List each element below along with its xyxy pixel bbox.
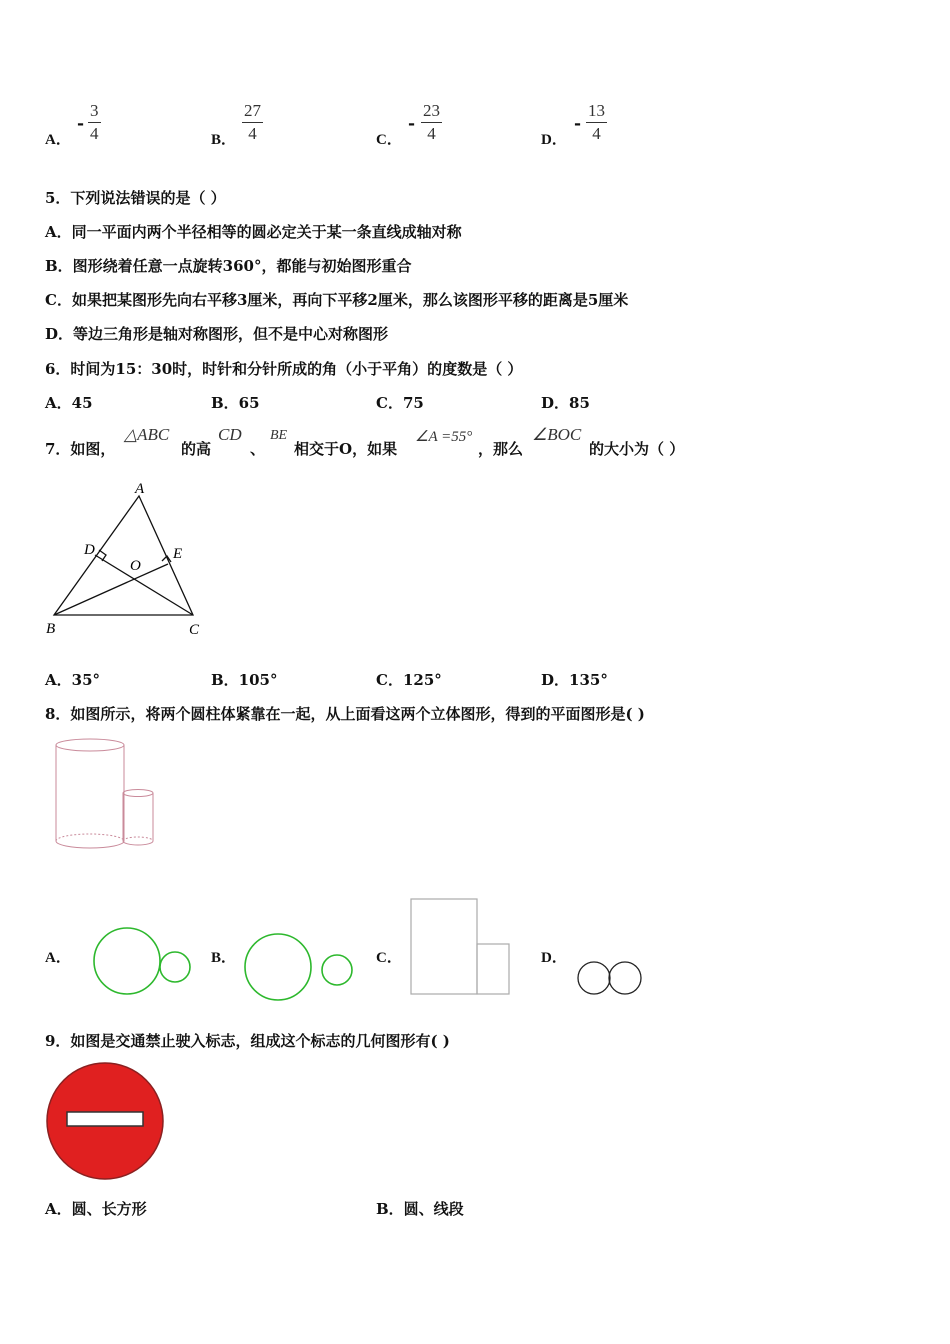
- q4-option-a-fraction: $\frac{3}{4}$: [90, 101, 99, 143]
- label-b: B: [46, 621, 56, 637]
- label-a: A: [135, 481, 145, 497]
- q7-option-a[interactable]: A．35°: [45, 671, 101, 689]
- small-circle: [322, 955, 352, 985]
- small-cylinder-bottom: [123, 841, 153, 845]
- q7-stem-part-3: 、: [250, 440, 266, 458]
- large-circle: [245, 934, 311, 1000]
- q4-option-a-sign: -: [77, 114, 85, 134]
- q4-option-b-fraction: $\frac{27}{4}$: [244, 101, 261, 143]
- q4-option-d-fraction: $\frac{13}{4}$: [588, 101, 605, 143]
- q6-option-d[interactable]: D．85: [541, 394, 590, 412]
- large-rectangle: [411, 899, 477, 994]
- q8-option-b-figure[interactable]: [242, 930, 360, 1004]
- q7-stem-part-4: 相交于O，如果: [294, 440, 398, 458]
- right-angle-e: [162, 556, 171, 562]
- large-circle: [94, 928, 160, 994]
- q8-option-a-letter[interactable]: A．: [45, 950, 71, 966]
- large-cylinder-bottom: [56, 841, 124, 848]
- q7-math-angle-a: ∠A =55°: [415, 429, 473, 445]
- q6-option-b[interactable]: B．65: [211, 394, 260, 412]
- q7-math-triangle: △ABC: [124, 425, 170, 444]
- right-circle: [609, 962, 641, 994]
- q9-option-b[interactable]: B．圆、线段: [376, 1200, 464, 1218]
- label-c: C: [189, 622, 200, 638]
- q4-option-d-letter[interactable]: D．: [541, 132, 567, 148]
- small-circle: [160, 952, 190, 982]
- left-circle: [578, 962, 610, 994]
- q7-option-b[interactable]: B．105°: [211, 671, 278, 689]
- q8-option-d-figure[interactable]: [576, 958, 646, 998]
- q4-option-d-sign: -: [574, 114, 582, 134]
- q6-option-a[interactable]: A．45: [45, 394, 93, 412]
- q7-stem-part-5: ，那么: [478, 440, 524, 458]
- q8-cylinders-figure: [50, 735, 160, 855]
- q5-option-c[interactable]: C．如果把某图形先向右平移3厘米，再向下平移2厘米，那么该图形平移的距离是5厘米: [45, 291, 629, 309]
- large-cylinder-bottom-hidden: [56, 834, 124, 841]
- q8-option-c-letter[interactable]: C．: [376, 950, 402, 966]
- q7-math-cd: CD: [218, 425, 242, 444]
- q7-stem-part-1: 7．如图，: [45, 440, 116, 458]
- q5-stem: 5．下列说法错误的是（ ）: [45, 189, 226, 207]
- large-cylinder-top: [56, 739, 124, 751]
- q4-option-b-letter[interactable]: B．: [211, 132, 237, 148]
- q8-option-d-letter[interactable]: D．: [541, 950, 567, 966]
- q8-option-a-figure[interactable]: [90, 925, 200, 997]
- label-o: O: [130, 558, 141, 574]
- small-cylinder-bottom-hidden: [123, 837, 153, 841]
- q5-option-a[interactable]: A．同一平面内两个半径相等的圆必定关于某一条直线成轴对称: [45, 223, 462, 241]
- q7-math-angle-boc: ∠BOC: [532, 425, 582, 444]
- sign-bar: [67, 1112, 143, 1126]
- q9-option-a[interactable]: A．圆、长方形: [45, 1200, 147, 1218]
- no-entry-sign-figure: [44, 1060, 166, 1182]
- q4-option-c-letter[interactable]: C．: [376, 132, 402, 148]
- q4-option-c-sign: -: [408, 114, 416, 134]
- q7-stem-part-6: 的大小为（ ）: [589, 440, 685, 458]
- q8-stem: 8．如图所示，将两个圆柱体紧靠在一起，从上面看这两个立体图形，得到的平面图形是( ): [45, 705, 645, 723]
- q6-option-c[interactable]: C．75: [376, 394, 424, 412]
- q5-option-d[interactable]: D．等边三角形是轴对称图形，但不是中心对称图形: [45, 325, 389, 343]
- q4-option-c-fraction: $\frac{23}{4}$: [423, 101, 440, 143]
- small-cylinder-top: [123, 790, 153, 797]
- q7-option-d[interactable]: D．135°: [541, 671, 608, 689]
- label-d: D: [84, 542, 95, 558]
- right-angle-d: [99, 550, 106, 561]
- altitude-cd: [95, 555, 193, 615]
- q5-option-b[interactable]: B．图形绕着任意一点旋转360°，都能与初始图形重合: [45, 257, 412, 275]
- q4-option-a-letter[interactable]: A．: [45, 132, 71, 148]
- q6-stem: 6．时间为15：30时，时针和分针所成的角（小于平角）的度数是（ ）: [45, 360, 523, 378]
- label-e: E: [173, 546, 183, 562]
- q8-option-b-letter[interactable]: B．: [211, 950, 237, 966]
- q8-option-c-figure[interactable]: [408, 896, 514, 998]
- q7-math-be: BE: [270, 428, 288, 443]
- q7-option-c[interactable]: C．125°: [376, 671, 442, 689]
- q7-triangle-figure: [40, 478, 220, 643]
- small-rectangle: [477, 944, 509, 994]
- q9-stem: 9．如图是交通禁止驶入标志，组成这个标志的几何图形有( ): [45, 1032, 450, 1050]
- q7-stem-part-2: 的高: [181, 440, 212, 458]
